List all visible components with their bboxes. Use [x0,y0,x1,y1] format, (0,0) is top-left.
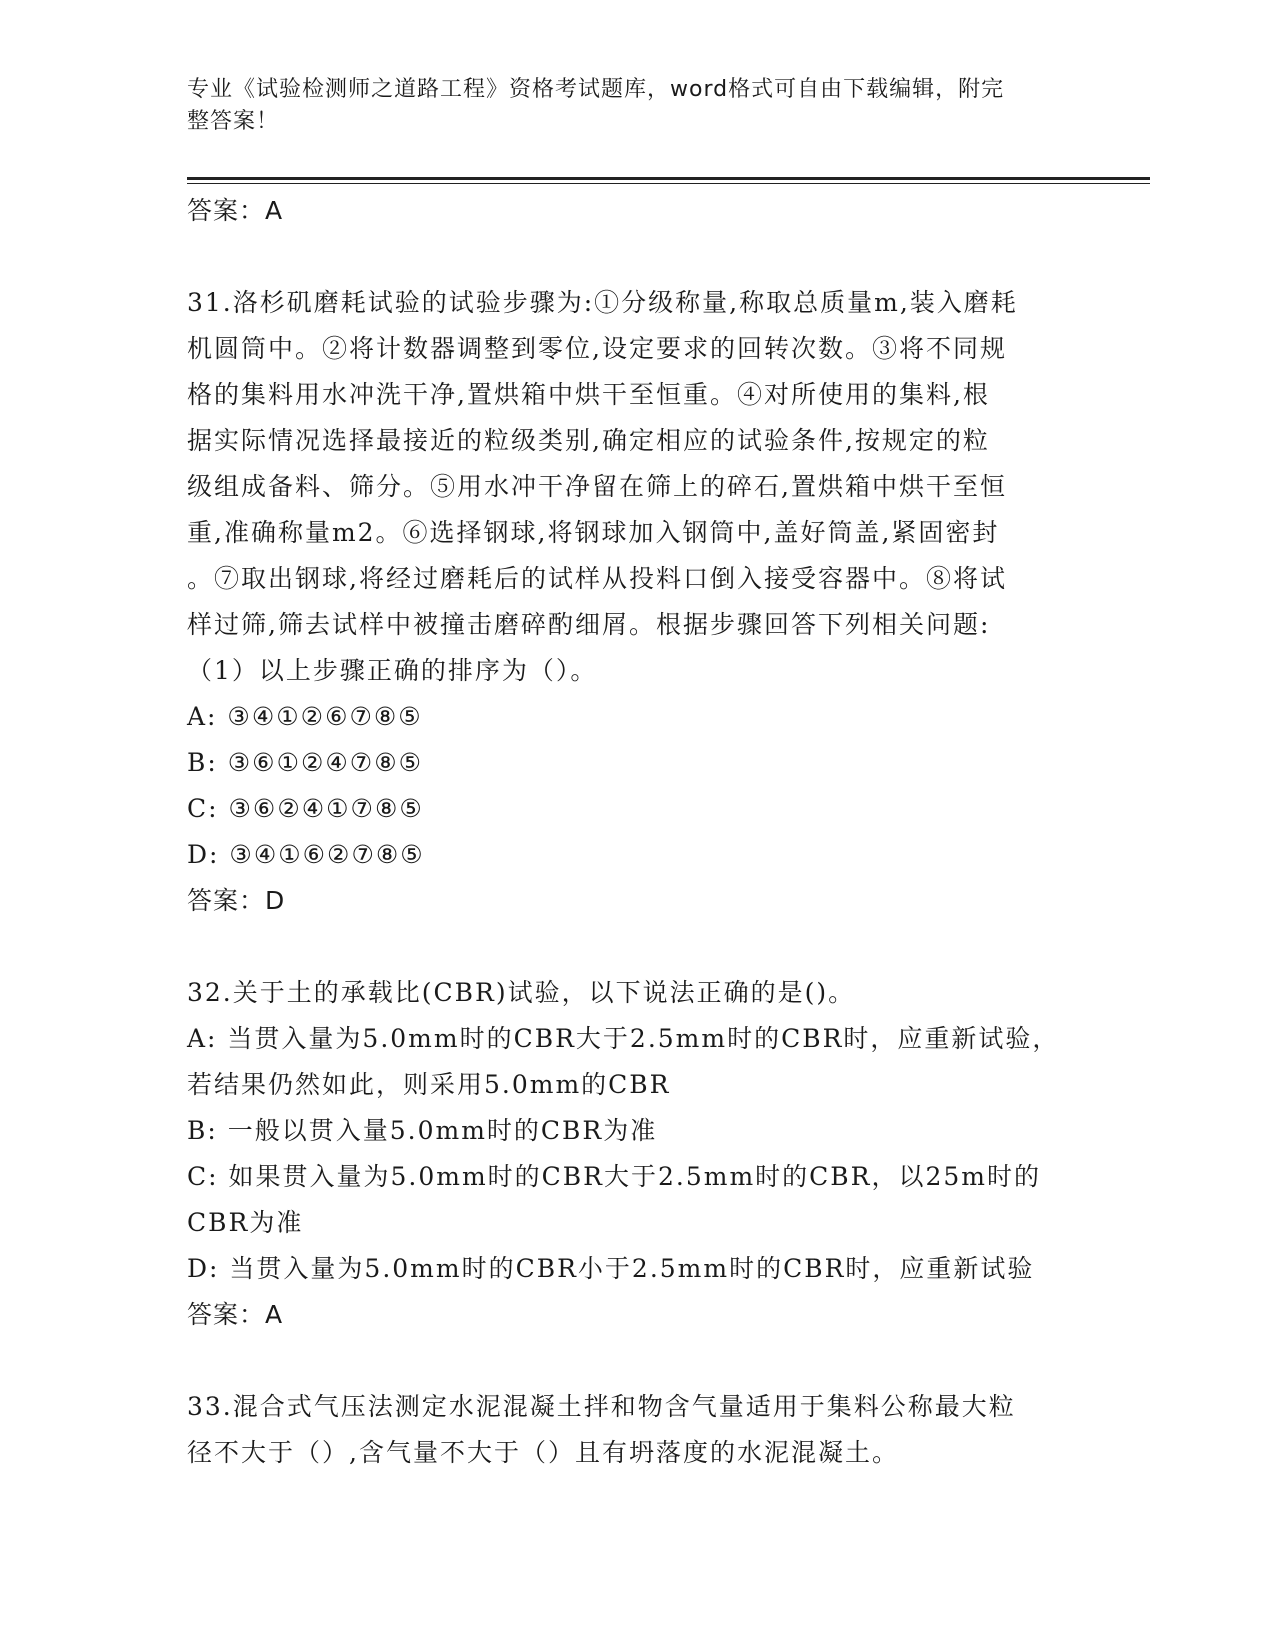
question-32-option-c: C: 如果贯入量为5.0mm时的CBR大于2.5mm时的CBR，以25m时的 [187,1162,1042,1191]
question-32-answer: 答案：A [187,1300,284,1329]
question-32-option-c-cont: CBR为准 [187,1208,304,1237]
question-33-line: 33.混合式气压法测定水泥混凝土拌和物含气量适用于集料公称最大粒 [187,1392,1016,1421]
question-31-line: 样过筛,筛去试样中被撞击磨碎酌细屑。根据步骤回答下列相关问题: [187,610,991,639]
question-31-line: 格的集料用水冲洗干净,置烘箱中烘干至恒重。④对所使用的集料,根 [187,380,990,409]
question-31-line: 据实际情况选择最接近的粒级类别,确定相应的试验条件,按规定的粒 [187,426,990,455]
question-31-option-b: B: ③⑥①②④⑦⑧⑤ [187,748,424,777]
header-line-1: 专业《试验检测师之道路工程》资格考试题库，word格式可自由下载编辑，附完 [187,77,1005,102]
question-31-line: 机圆筒中。②将计数器调整到零位,设定要求的回转次数。③将不同规 [187,334,1007,363]
question-31-line: 重,准确称量m2。⑥选择钢球,将钢球加入钢筒中,盖好筒盖,紧固密封 [187,518,1000,547]
question-32 [187,970,1087,1338]
question-32-option-b: B: 一般以贯入量5.0mm时的CBR为准 [187,1116,658,1145]
question-33 [187,1384,1087,1476]
question-31-answer: 答案：D [187,886,286,915]
question-32-stem: 32.关于土的承载比(CBR)试验，以下说法正确的是()。 [187,978,856,1007]
question-31-line: 级组成备料、筛分。⑤用水冲干净留在筛上的碎石,置烘箱中烘干至恒 [187,472,1007,501]
question-32-option-a: A: 当贯入量为5.0mm时的CBR大于2.5mm时的CBR时，应重新试验， [187,1024,1060,1053]
question-32-option-d: D: 当贯入量为5.0mm时的CBR小于2.5mm时的CBR时，应重新试验 [187,1254,1035,1283]
question-31-line: 。⑦取出钢球,将经过磨耗后的试样从投料口倒入接受容器中。⑧将试 [187,564,1007,593]
question-31 [187,280,1087,924]
header-rule-thin [187,183,1150,184]
question-31-line: 31.洛杉矶磨耗试验的试验步骤为:①分级称量,称取总质量m,装入磨耗 [187,288,1018,317]
spacer [187,1338,1087,1384]
spacer [187,234,1087,280]
question-33-line: 径不大于（）,含气量不大于（）且有坍落度的水泥混凝土。 [187,1438,899,1467]
header-rule-thick [187,177,1150,180]
question-32-option-a-cont: 若结果仍然如此，则采用5.0mm的CBR [187,1070,671,1099]
question-31-option-c: C: ③⑥②④①⑦⑧⑤ [187,794,424,823]
question-content [187,188,1087,1476]
prev-answer: 答案：A [187,196,284,225]
header-line-2: 整答案！ [187,109,280,134]
question-31-option-d: D: ③④①⑥②⑦⑧⑤ [187,840,425,869]
page-header [187,74,1067,138]
question-31-option-a: A: ③④①②⑥⑦⑧⑤ [187,702,423,731]
question-31-subquestion: （1）以上步骤正确的排序为（）。 [187,656,598,685]
spacer [187,924,1087,970]
